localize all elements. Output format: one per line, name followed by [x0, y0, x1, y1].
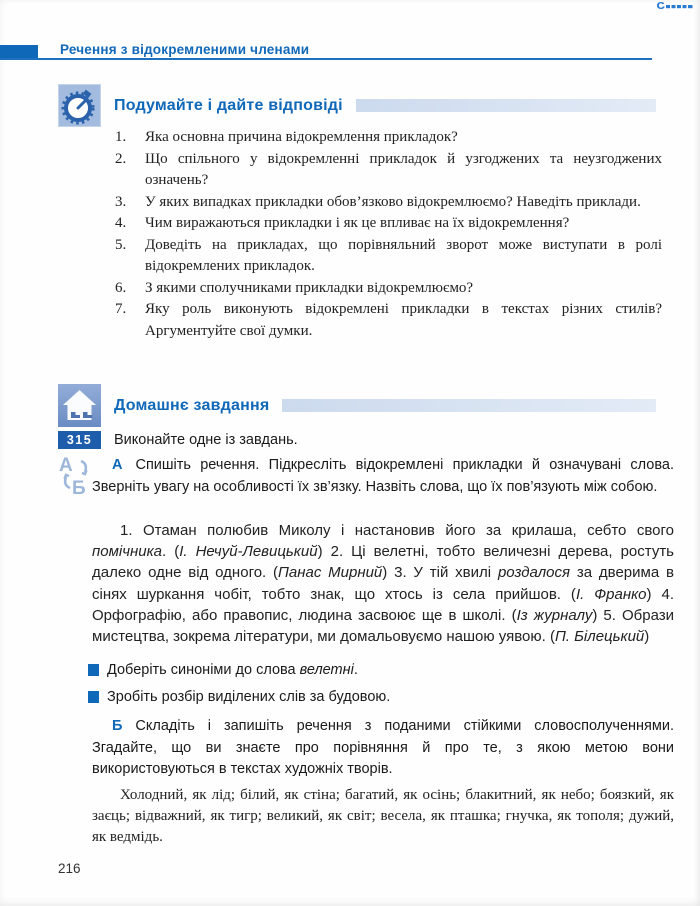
- bullet-square-icon: [88, 664, 99, 676]
- homework-section-title: Домашнє завдання: [114, 396, 270, 414]
- question-number: 3.: [115, 193, 127, 210]
- questions-list: [115, 127, 662, 342]
- exercise-number-badge: 315: [58, 431, 101, 449]
- subtask-text: Зробіть розбір виділених слів за будовою.: [107, 689, 391, 705]
- set-phrases: Холодний, як лід; білий, як стіна; багатий, як осінь; блакитний, як небо; боязкий, як заєць; відважний, як тигр; великий, як світ; весела, як пташка; гнучка, як тополя; дужий, як ведмідь.: [92, 787, 674, 846]
- question-number: 1.: [115, 129, 127, 145]
- task-b-label: Б: [112, 718, 123, 734]
- page-number: 216: [58, 861, 81, 876]
- question-text: Яка основна причина відокремлення прикладок?: [145, 129, 458, 145]
- svg-text:Б: Б: [72, 478, 86, 498]
- task-a: [92, 455, 674, 498]
- house-icon: [58, 384, 101, 427]
- question-number: 4.: [115, 215, 127, 231]
- subtask-word-structure: [88, 688, 663, 707]
- publisher-watermark-icon: [656, 1, 694, 11]
- chapter-header: [0, 42, 652, 60]
- question-item: [115, 213, 662, 235]
- svg-text:А: А: [59, 455, 73, 476]
- task-a-text: Спишіть речення. Підкресліть відокремлені прикладки й означувані слова. Зверніть увагу на особливості їх зв’язку. Назвіть слова, що їх пов’язують між собою.: [92, 457, 674, 495]
- homework-section-bar: [282, 399, 656, 412]
- question-item: [115, 149, 662, 192]
- question-text: Доведіть на прикладах, що порівняльний зворот може виступати в ролі відокремлених прикладок.: [145, 236, 662, 274]
- question-text: Яку роль виконують відокремлені прикладки в текстах різних стилів? Аргументуйте свої думки.: [145, 301, 662, 339]
- exercise-instruction: Виконайте одне із завдань.: [114, 432, 298, 448]
- question-number: 5.: [115, 236, 127, 253]
- task-b: [92, 716, 674, 781]
- question-number: 6.: [115, 279, 127, 296]
- question-number: 2.: [115, 150, 127, 167]
- question-item: [115, 127, 662, 149]
- question-text: Що спільного у відокремленні прикладок й узгоджених та неузгоджених означень?: [145, 150, 662, 188]
- exercise-row: [58, 431, 298, 449]
- question-text: З якими сполучниками прикладки відокремлюємо?: [145, 279, 474, 296]
- think-section-title: Подумайте і дайте відповіді: [114, 96, 343, 114]
- question-item: [115, 235, 662, 278]
- homework-section-header: [58, 384, 656, 427]
- stopwatch-icon: [58, 84, 101, 127]
- think-section-header: [58, 84, 656, 127]
- question-number: 7.: [115, 301, 127, 317]
- example-sentences: 1. Отаман полюбив Миколу і настановив його за крилаша, себто свого помічника. (І. Нечуй-Левицький) 2. Ці велетні, тобто величезні дерева, ростуть далеко одне від одного. (Панас Мирний) 3. У тій хвилі роздалося за дверима в сінях шуркання чобіт, тобто знак, що хтось із села прийшов. (І. Франко) 4. Орфографію, або правопис, людина засвоює ще в школі. (Із журналу) 5. Образи мистецтва, зокрема літератури, ми домальовуємо нашою уявою. (П. Білецький): [92, 522, 675, 646]
- chapter-tab-bar: [0, 45, 38, 58]
- bullet-square-icon: [88, 691, 99, 703]
- task-b-text: Складіть і запишіть речення з поданими стійкими словосполученнями. Згадайте, що ви знаєте про порівняння й про те, з якою метою вони використовуються в текстах художніх творів.: [92, 718, 674, 777]
- question-text: У яких випадках прикладки обов’язково відокремлюємо? Наведіть приклади.: [145, 193, 641, 210]
- question-item: [115, 192, 662, 214]
- question-item: [115, 299, 662, 342]
- question-item: [115, 278, 662, 300]
- subtask-synonyms: [88, 661, 663, 680]
- vocabulary-ab-icon: [58, 452, 92, 498]
- think-section-bar: [356, 99, 656, 112]
- question-text: Чим виражаються прикладки і як це впливає на їх відокремлення?: [145, 215, 570, 231]
- chapter-title: Речення з відокремленими членами: [60, 42, 310, 57]
- task-a-label: А: [112, 457, 123, 473]
- subtask-text: Доберіть синоніми до слова велетні.: [107, 662, 358, 678]
